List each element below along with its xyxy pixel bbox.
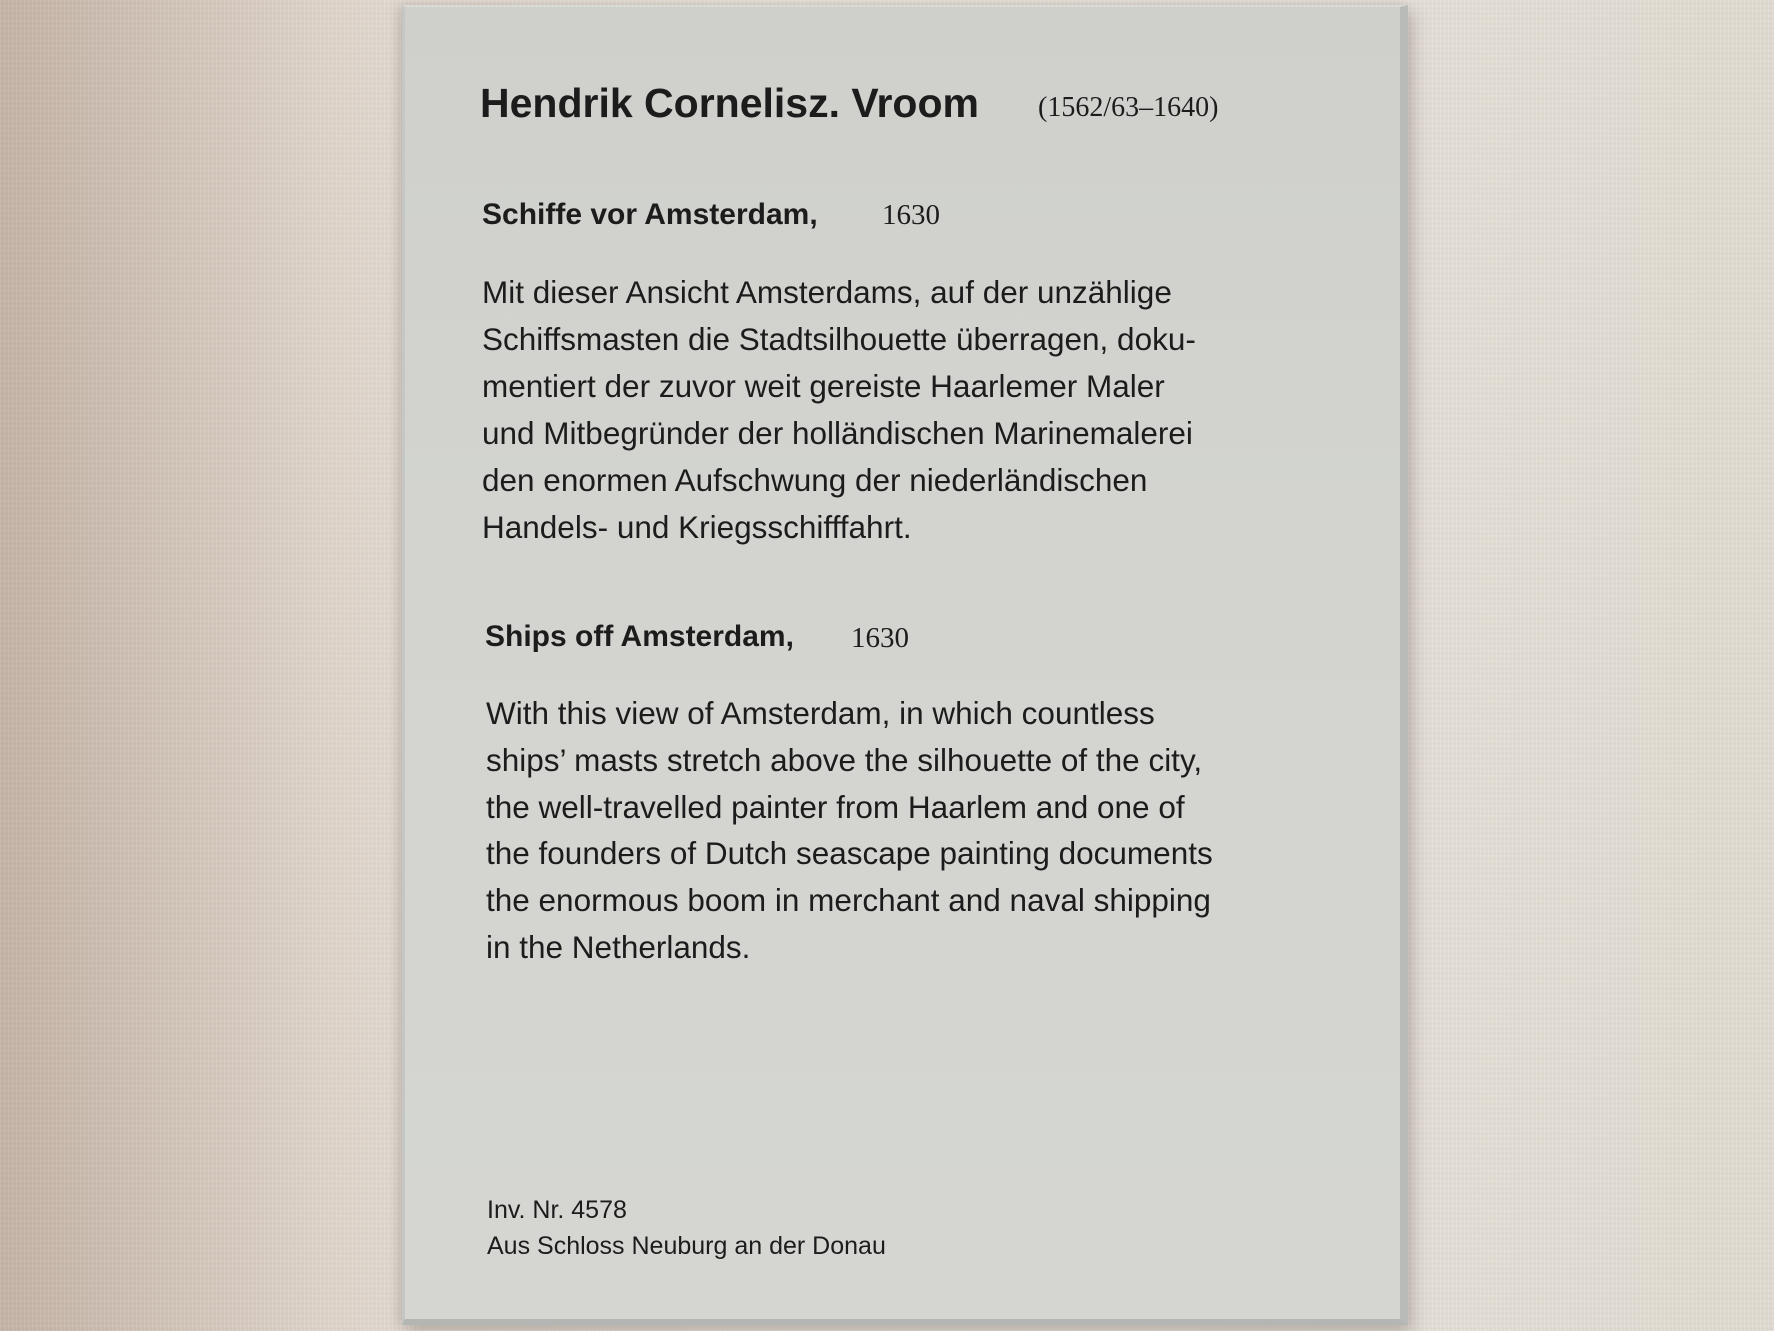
description-line: Mit dieser Ansicht Amsterdams, auf der unzählige <box>482 274 1172 310</box>
description-line: in the Netherlands. <box>486 929 751 965</box>
description-line: the founders of Dutch seascape painting documents <box>486 835 1213 871</box>
artist-lifespan: (1562/63–1640) <box>1038 92 1219 123</box>
description-line: und Mitbegründer der holländischen Marinemalerei <box>482 415 1193 451</box>
english-year: 1630 <box>851 622 909 654</box>
description-line: Handels- und Kriegsschifffahrt. <box>482 509 912 545</box>
german-year: 1630 <box>882 199 940 231</box>
description-line: the enormous boom in merchant and naval shipping <box>486 882 1211 918</box>
wall-background <box>0 0 420 1331</box>
german-title: Schiffe vor Amsterdam, <box>482 198 818 231</box>
description-line: With this view of Amsterdam, in which countless <box>486 695 1155 731</box>
description-line: ships’ masts stretch above the silhouette of the city, <box>486 742 1203 778</box>
description-line: mentiert der zuvor weit gereiste Haarlemer Maler <box>482 368 1165 404</box>
inventory-number: Inv. Nr. 4578 <box>487 1196 627 1224</box>
description-line: the well-travelled painter from Haarlem and one of <box>486 789 1185 825</box>
description-line: Schiffsmasten die Stadtsilhouette überragen, doku- <box>482 321 1196 357</box>
english-title: Ships off Amsterdam, <box>485 620 794 653</box>
provenance: Aus Schloss Neuburg an der Donau <box>487 1232 886 1260</box>
artist-name: Hendrik Cornelisz. Vroom <box>480 80 979 126</box>
description-line: den enormen Aufschwung der niederländischen <box>482 462 1148 498</box>
